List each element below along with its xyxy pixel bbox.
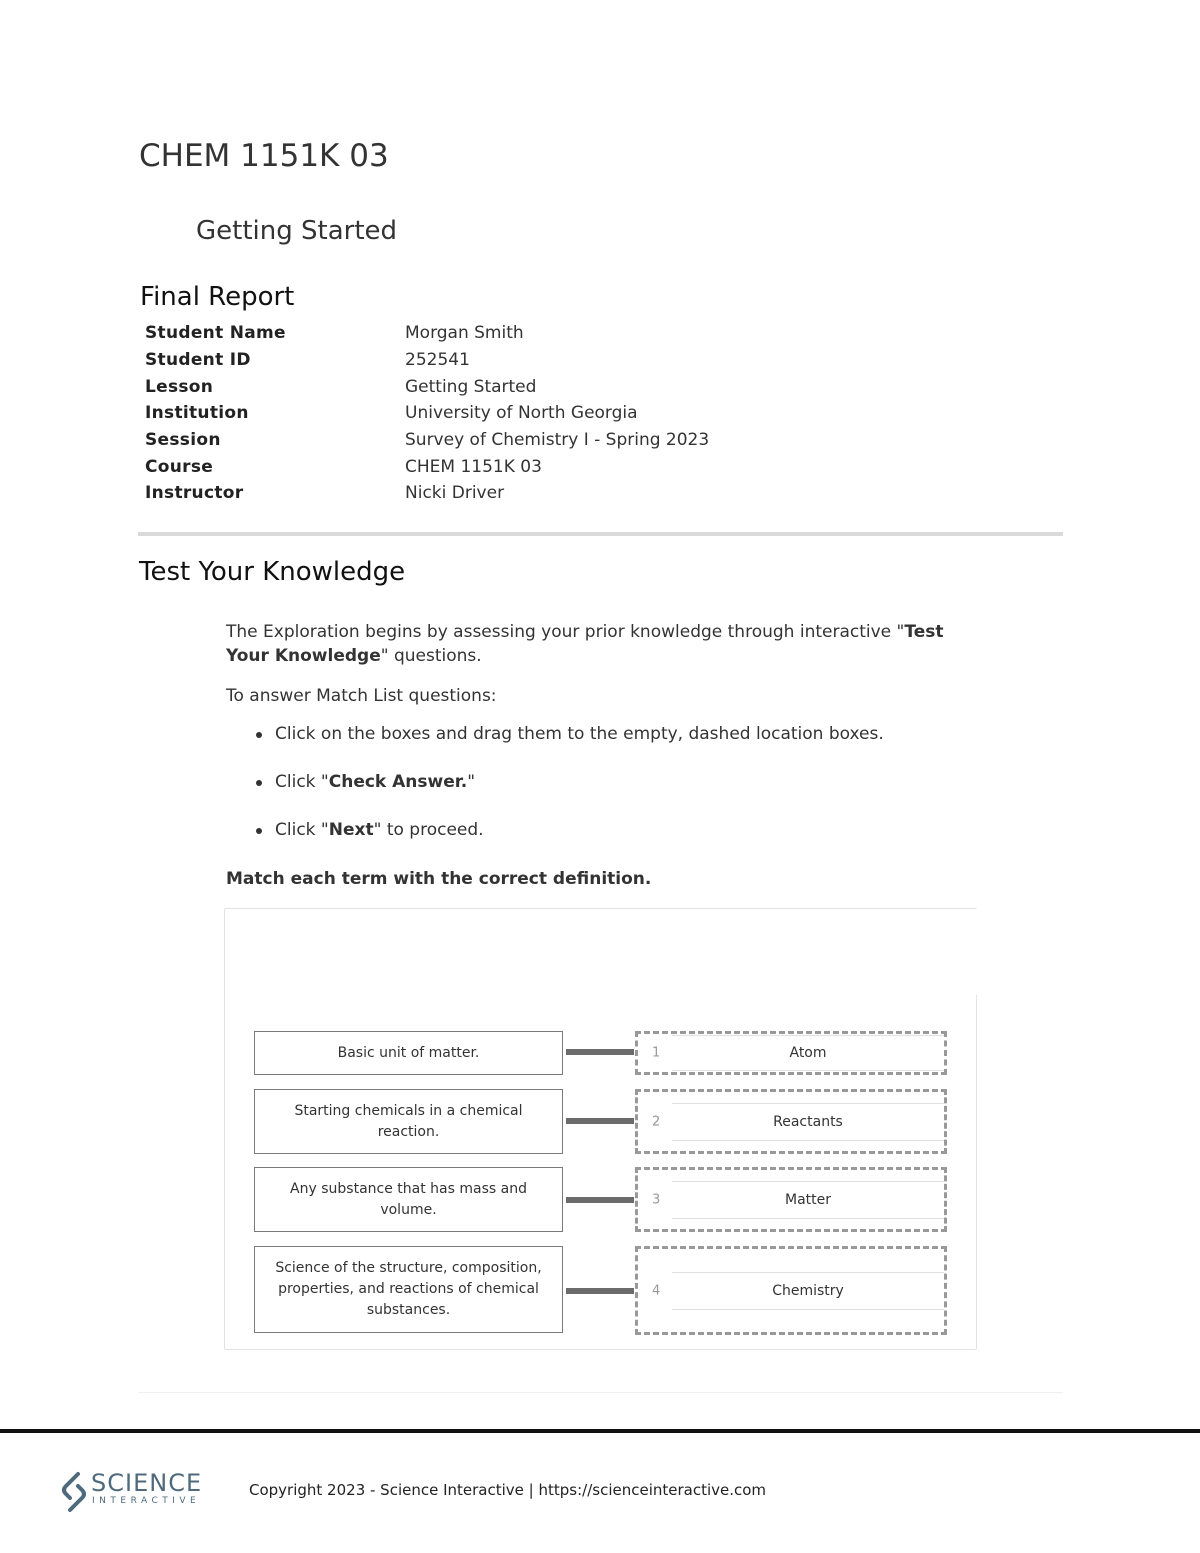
- info-label: Instructor: [145, 483, 244, 504]
- info-row-student-id: [145, 347, 709, 374]
- info-label: Institution: [145, 403, 249, 424]
- step-text: Click ": [275, 772, 329, 792]
- connector-line: [566, 1288, 634, 1294]
- logo-wordmark: SCIENCE: [91, 1469, 203, 1497]
- bullet-icon: [256, 828, 262, 834]
- info-row-institution: [145, 400, 709, 427]
- term-label[interactable]: Atom: [672, 1035, 944, 1071]
- info-value: University of North Georgia: [405, 403, 638, 424]
- course-title: CHEM 1151K 03: [139, 138, 389, 174]
- step-bold-text: Next: [328, 820, 374, 840]
- info-value: Getting Started: [405, 376, 537, 397]
- info-label: Student ID: [145, 350, 251, 371]
- drop-target-box[interactable]: [635, 1246, 947, 1335]
- logo-mark-icon: [58, 1470, 90, 1514]
- student-info-table: [145, 320, 709, 507]
- info-label: Course: [145, 456, 214, 477]
- term-label[interactable]: Chemistry: [672, 1272, 944, 1310]
- logo-subtitle: INTERACTIVE: [92, 1496, 201, 1506]
- info-row-instructor: [145, 480, 709, 507]
- connector-line: [566, 1049, 634, 1055]
- info-row-lesson: [145, 373, 709, 400]
- science-interactive-logo: [58, 1468, 208, 1514]
- footer-rule: [0, 1429, 1200, 1433]
- info-value: 252541: [405, 350, 470, 371]
- list-item: [256, 818, 986, 842]
- intro-suffix-text: " questions.: [380, 646, 482, 666]
- info-value: CHEM 1151K 03: [405, 456, 542, 477]
- panel-edge: [976, 995, 977, 1349]
- intro-paragraph: [226, 620, 986, 668]
- drop-target-box[interactable]: [635, 1089, 947, 1154]
- instructions: [226, 620, 986, 866]
- drop-number: 3: [652, 1192, 661, 1207]
- drop-target-box[interactable]: [635, 1167, 947, 1232]
- test-your-knowledge-heading: Test Your Knowledge: [139, 557, 406, 587]
- intro-bold-text: Test Your Knowledge: [226, 622, 944, 666]
- info-label: Student Name: [145, 323, 286, 344]
- drop-number: 1: [652, 1045, 661, 1061]
- intro-text: The Exploration begins by assessing your prior knowledge through interactive ": [226, 622, 905, 642]
- list-item: [256, 722, 986, 746]
- info-row-course: [145, 453, 709, 480]
- bullet-icon: [256, 732, 262, 738]
- steps-list: [226, 722, 986, 842]
- info-value: Survey of Chemistry I - Spring 2023: [405, 430, 710, 451]
- definition-box[interactable]: Any substance that has mass and volume.: [254, 1167, 563, 1232]
- info-label: Lesson: [145, 376, 214, 397]
- howto-paragraph: To answer Match List questions:: [226, 686, 497, 706]
- definition-box[interactable]: Science of the structure, composition, properties, and reactions of chemical substances.: [254, 1246, 563, 1333]
- copyright-text: Copyright 2023 - Science Interactive | https://scienceinteractive.com: [249, 1481, 767, 1499]
- bullet-icon: [256, 780, 262, 786]
- section-divider: [138, 532, 1063, 536]
- term-label[interactable]: Matter: [672, 1181, 944, 1219]
- step-suffix-text: ": [467, 772, 476, 792]
- info-value: Morgan Smith: [405, 323, 524, 344]
- step-text: Click on the boxes and drag them to the empty, dashed location boxes.: [275, 724, 884, 744]
- connector-line: [566, 1197, 634, 1203]
- lesson-title: Getting Started: [196, 216, 398, 246]
- info-row-session: [145, 427, 709, 454]
- info-label: Session: [145, 430, 221, 451]
- step-suffix-text: " to proceed.: [373, 820, 484, 840]
- definition-box[interactable]: Starting chemicals in a chemical reaction.: [254, 1089, 563, 1154]
- step-bold-text: Check Answer.: [328, 772, 468, 792]
- question-prompt: Match each term with the correct definition.: [226, 869, 652, 889]
- bottom-divider: [138, 1392, 1063, 1393]
- final-report-heading: Final Report: [140, 282, 295, 312]
- drop-target-box[interactable]: [635, 1031, 947, 1075]
- step-text: Click ": [275, 820, 329, 840]
- list-item: [256, 770, 986, 794]
- info-row-student-name: [145, 320, 709, 347]
- drop-number: 4: [652, 1283, 661, 1298]
- definition-box[interactable]: Basic unit of matter.: [254, 1031, 563, 1075]
- info-value: Nicki Driver: [405, 483, 505, 504]
- connector-line: [566, 1118, 634, 1124]
- drop-number: 2: [652, 1114, 661, 1129]
- term-label[interactable]: Reactants: [672, 1103, 944, 1141]
